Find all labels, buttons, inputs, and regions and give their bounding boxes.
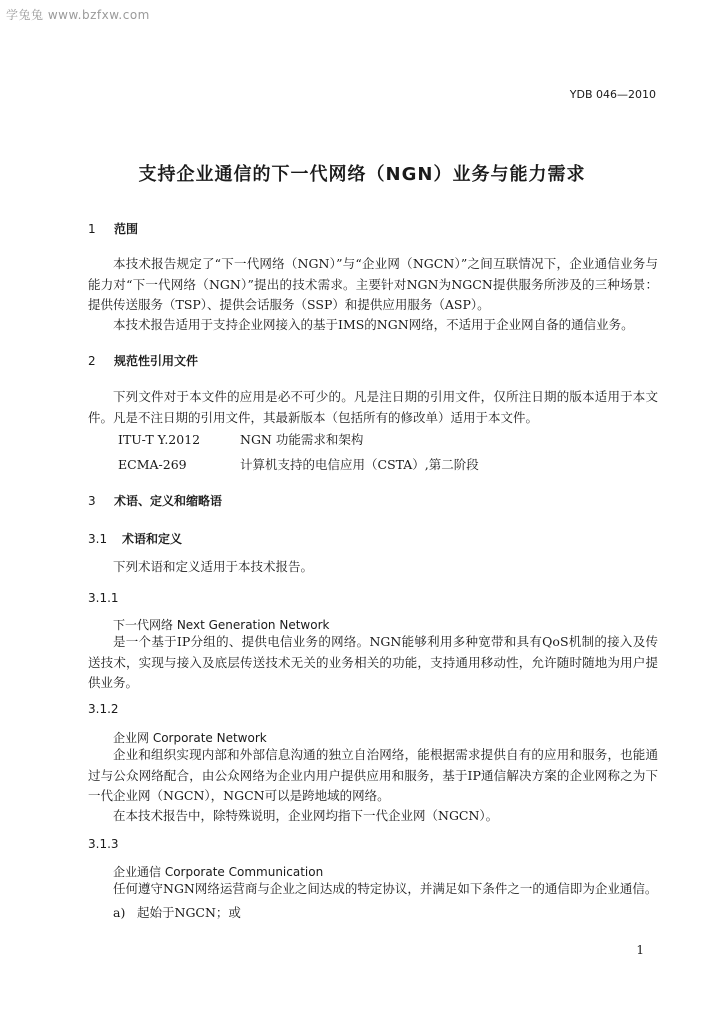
section-title: 范围: [114, 222, 139, 236]
section-1-paragraph-2: 本技术报告适用于支持企业网接入的基于IMS的NGN网络，不适用于企业网自备的通信业务。: [113, 317, 634, 332]
section-1-heading: [88, 220, 138, 237]
section-number: 1: [88, 222, 96, 236]
reference-item: [118, 455, 479, 473]
section-1-paragraph-1: 本技术报告规定了“下一代网络（NGN）”与“企业网（NGCN）”之间互联情况下，企业通信业务与能力对“下一代网络（NGN）”提出的技术需求。主要针对NGN为NGCN提供服务所涉及的三种场景：提供传送服务（TSP）、提供会话服务（SSP）和提供应用服务（ASP）。: [88, 256, 658, 312]
section-3-1-1-number: 3.1.1: [88, 591, 119, 605]
reference-title: 计算机支持的电信应用（CSTA）,第二阶段: [240, 457, 479, 472]
term-definition-corporate-communication: 任何遵守NGN网络运营商与企业之间达成的特定协议，并满足如下条件之一的通信即为企业通信。: [113, 881, 658, 896]
term-note-corporate-network: 在本技术报告中，除特殊说明，企业网均指下一代企业网（NGCN）。: [113, 808, 499, 823]
term-next-generation-network: 下一代网络 Next Generation Network: [113, 618, 330, 632]
section-number: 2: [88, 354, 96, 368]
section-2-paragraph-1: 下列文件对于本文件的应用是必不可少的。凡是注日期的引用文件，仅所注日期的版本适用于本文件。凡是不注日期的引用文件，其最新版本（包括所有的修改单）适用于本文件。: [88, 389, 658, 425]
reference-code: ECMA-269: [118, 457, 187, 472]
list-item-text: 起始于NGCN；或: [137, 905, 241, 920]
section-title: 术语和定义: [122, 532, 183, 546]
section-title: 规范性引用文件: [114, 354, 199, 368]
page-number: 1: [636, 943, 644, 957]
document-number: YDB 046—2010: [569, 88, 656, 101]
term-definition-corporate-network: 企业和组织实现内部和外部信息沟通的独立自治网络，能根据需求提供自有的应用和服务，也能通过与公众网络配合，由公众网络为企业内用户提供应用和服务，基于IP通信解决方案的企业网称之为下一代企业网（NGCN），NGCN可以是跨地域的网络。: [88, 747, 658, 803]
section-3-1-3-number: 3.1.3: [88, 837, 119, 851]
watermark: 学兔兔 www.bzfxw.com: [6, 8, 150, 22]
section-number: 3: [88, 494, 96, 508]
section-3-1-heading: [88, 530, 182, 547]
term-definition-ngn: 是一个基于IP分组的、提供电信业务的网络。NGN能够利用多种宽带和具有QoS机制的接入及传送技术，实现与接入及底层传送技术无关的业务相关的功能，支持通用移动性，允许随时随地为用户提供业务。: [88, 634, 658, 690]
reference-code: ITU-T Y.2012: [118, 432, 201, 447]
document-title: 支持企业通信的下一代网络（NGN）业务与能力需求: [138, 164, 586, 185]
section-number: 3.1: [88, 532, 108, 546]
reference-item: [118, 430, 363, 448]
section-title: 术语、定义和缩略语: [114, 494, 223, 508]
section-2-heading: [88, 352, 198, 369]
section-3-1-paragraph: 下列术语和定义适用于本技术报告。: [113, 559, 314, 574]
list-item: [113, 903, 241, 921]
term-corporate-communication: 企业通信 Corporate Communication: [113, 865, 324, 879]
section-3-heading: [88, 492, 222, 509]
reference-title: NGN 功能需求和架构: [240, 432, 364, 447]
term-corporate-network: 企业网 Corporate Network: [113, 731, 267, 745]
list-item-label: a): [113, 905, 126, 920]
section-3-1-2-number: 3.1.2: [88, 702, 119, 716]
